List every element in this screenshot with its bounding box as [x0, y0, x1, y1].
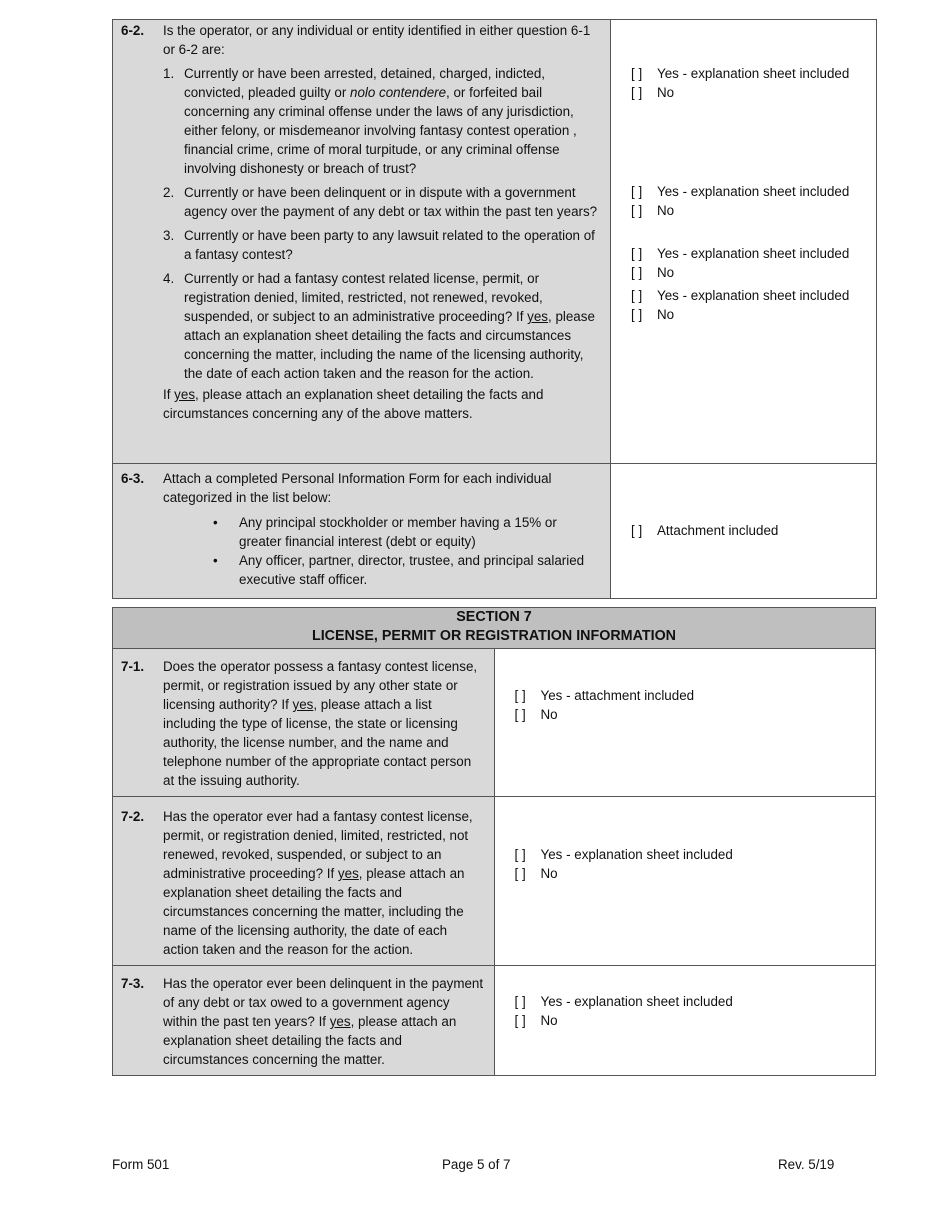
answer-group-6-2-2: [631, 182, 849, 220]
no-checkbox[interactable]: [ ] No: [514, 1013, 558, 1028]
bullet-icon: •: [213, 553, 218, 568]
sub-question-2: 2. Currently or have been delinquent or in dispute with a government agency over the payment of any debt or tax within the past ten years?: [163, 185, 598, 219]
no-checkbox[interactable]: [ ] No: [631, 85, 675, 100]
yes-checkbox[interactable]: [ ] Yes - attachment included: [514, 688, 695, 703]
yes-checkbox[interactable]: [ ] Yes - explanation sheet included: [631, 246, 850, 261]
bullet-item: • Any principal stockholder or member having a 15% or greater financial interest (debt or equity): [213, 515, 557, 549]
question-7-2-cell: [113, 797, 495, 966]
yes-checkbox[interactable]: [ ] Yes - explanation sheet included: [514, 994, 733, 1009]
question-7-1-row: [113, 649, 876, 797]
answer-group-6-2-3: [631, 244, 849, 282]
question-number: 7-2.: [121, 809, 145, 824]
no-checkbox[interactable]: [ ] No: [631, 203, 675, 218]
question-6-2-cell: [113, 20, 611, 464]
answer-group-7-1: [515, 686, 695, 724]
bullet-list: [163, 513, 602, 589]
sub-question-number: 4.: [163, 271, 175, 286]
answer-7-3-cell: [494, 966, 876, 1076]
question-7-3-cell: [113, 966, 495, 1076]
footer-revision: Rev. 5/19: [778, 1157, 835, 1172]
answer-group-7-2: [515, 845, 733, 883]
question-7-2-row: [113, 797, 876, 966]
no-checkbox[interactable]: [ ] No: [631, 307, 675, 322]
question-6-2-row: [113, 20, 877, 464]
yes-checkbox[interactable]: [ ] Yes - explanation sheet included: [631, 288, 850, 303]
no-checkbox[interactable]: [ ] No: [514, 866, 558, 881]
bullet-icon: •: [213, 515, 218, 530]
yes-checkbox[interactable]: [ ] Yes - explanation sheet included: [631, 184, 850, 199]
question-6-2-intro: Is the operator, or any individual or entity identified in either question 6-1 or 6-2 are:: [163, 23, 591, 57]
footer-form-number: Form 501: [112, 1157, 170, 1172]
question-number: 6-2.: [121, 23, 145, 38]
question-number: 7-1.: [121, 659, 145, 674]
answer-6-3-cell: [611, 464, 877, 599]
section-title: SECTION 7: [456, 609, 532, 625]
answer-group-6-3: [631, 521, 778, 540]
answer-group-6-2-4: [631, 286, 849, 324]
section-6-table: [112, 19, 877, 599]
yes-checkbox[interactable]: [ ] Yes - explanation sheet included: [514, 847, 733, 862]
question-7-1-text: Does the operator possess a fantasy contest license, permit, or registration issued by any other state or licensing authority? If yes, please attach a list including the type of license, the state or licensing authority, the license number, and the name and telephone number of the appropriate contact person at the issuing authority.: [163, 659, 478, 788]
yes-checkbox[interactable]: [ ] Yes - explanation sheet included: [631, 66, 850, 81]
sub-question-3: 3. Currently or have been party to any lawsuit related to the operation of a fantasy contest?: [163, 228, 595, 262]
question-number: 6-3.: [121, 471, 145, 486]
question-7-3-row: [113, 966, 876, 1076]
question-6-3-row: [113, 464, 877, 599]
question-number: 7-3.: [121, 976, 145, 991]
sub-question-4: 4. Currently or had a fantasy contest related license, permit, or registration denied, limited, restricted, not renewed, revoked, suspended, or subject to an administrative proceeding? If yes, please attach an explanation sheet detailing the facts and circumstances concerning the matter, including the name of the licensing authority, the date of each action taken and the reason for the action.: [163, 271, 595, 381]
sub-question-number: 2.: [163, 185, 175, 200]
answer-7-1-cell: [494, 649, 876, 797]
question-7-3-text: Has the operator ever been delinquent in the payment of any debt or tax owed to a government agency within the past ten years? If yes, please attach an explanation sheet detailing the facts and circumstances concerning the matter.: [163, 976, 484, 1067]
sub-question-number: 1.: [163, 66, 175, 81]
section-7-table: [112, 607, 876, 1076]
answer-group-7-3: [515, 992, 733, 1030]
section-7-header: [113, 608, 876, 649]
sub-question-list: [163, 64, 602, 383]
sub-question-1: 1. Currently or have been arrested, detained, charged, indicted, convicted, pleaded guilty or nolo contendere, or forfeited bail concerning any criminal offense under the laws of any jurisdiction, either felony, or misdemeanor involving fantasy contest operation , financial crime, crime of moral turpitude, or any criminal offense involving dishonesty or breach of trust?: [163, 66, 577, 176]
section-7-header-row: [113, 608, 876, 649]
question-7-2-text: Has the operator ever had a fantasy contest license, permit, or registration denied, limited, restricted, not renewed, revoked, suspended, or subject to an administrative proceeding? If yes, please attach an explanation sheet detailing the facts and circumstances concerning the matter, including the name of the licensing authority, the date of each action taken and the reason for the action.: [163, 809, 473, 957]
answer-7-2-cell: [494, 797, 876, 966]
answer-6-2-cell: [611, 20, 877, 464]
question-6-2-closing: If yes, please attach an explanation sheet detailing the facts and circumstances concerning any of the above matters.: [163, 387, 544, 421]
bullet-item: • Any officer, partner, director, trustee, and principal salaried executive staff officer.: [213, 553, 585, 587]
answer-group-6-2-1: [631, 64, 849, 102]
no-checkbox[interactable]: [ ] No: [631, 265, 675, 280]
question-6-3-text: Attach a completed Personal Information Form for each individual categorized in the list below:: [163, 471, 552, 505]
question-7-1-cell: [113, 649, 495, 797]
footer-page-number: Page 5 of 7: [442, 1157, 511, 1172]
sub-question-number: 3.: [163, 228, 175, 243]
attachment-checkbox[interactable]: [ ] Attachment included: [631, 523, 779, 538]
no-checkbox[interactable]: [ ] No: [514, 707, 558, 722]
section-subtitle: LICENSE, PERMIT OR REGISTRATION INFORMATION: [311, 628, 677, 644]
question-6-3-cell: [113, 464, 611, 599]
